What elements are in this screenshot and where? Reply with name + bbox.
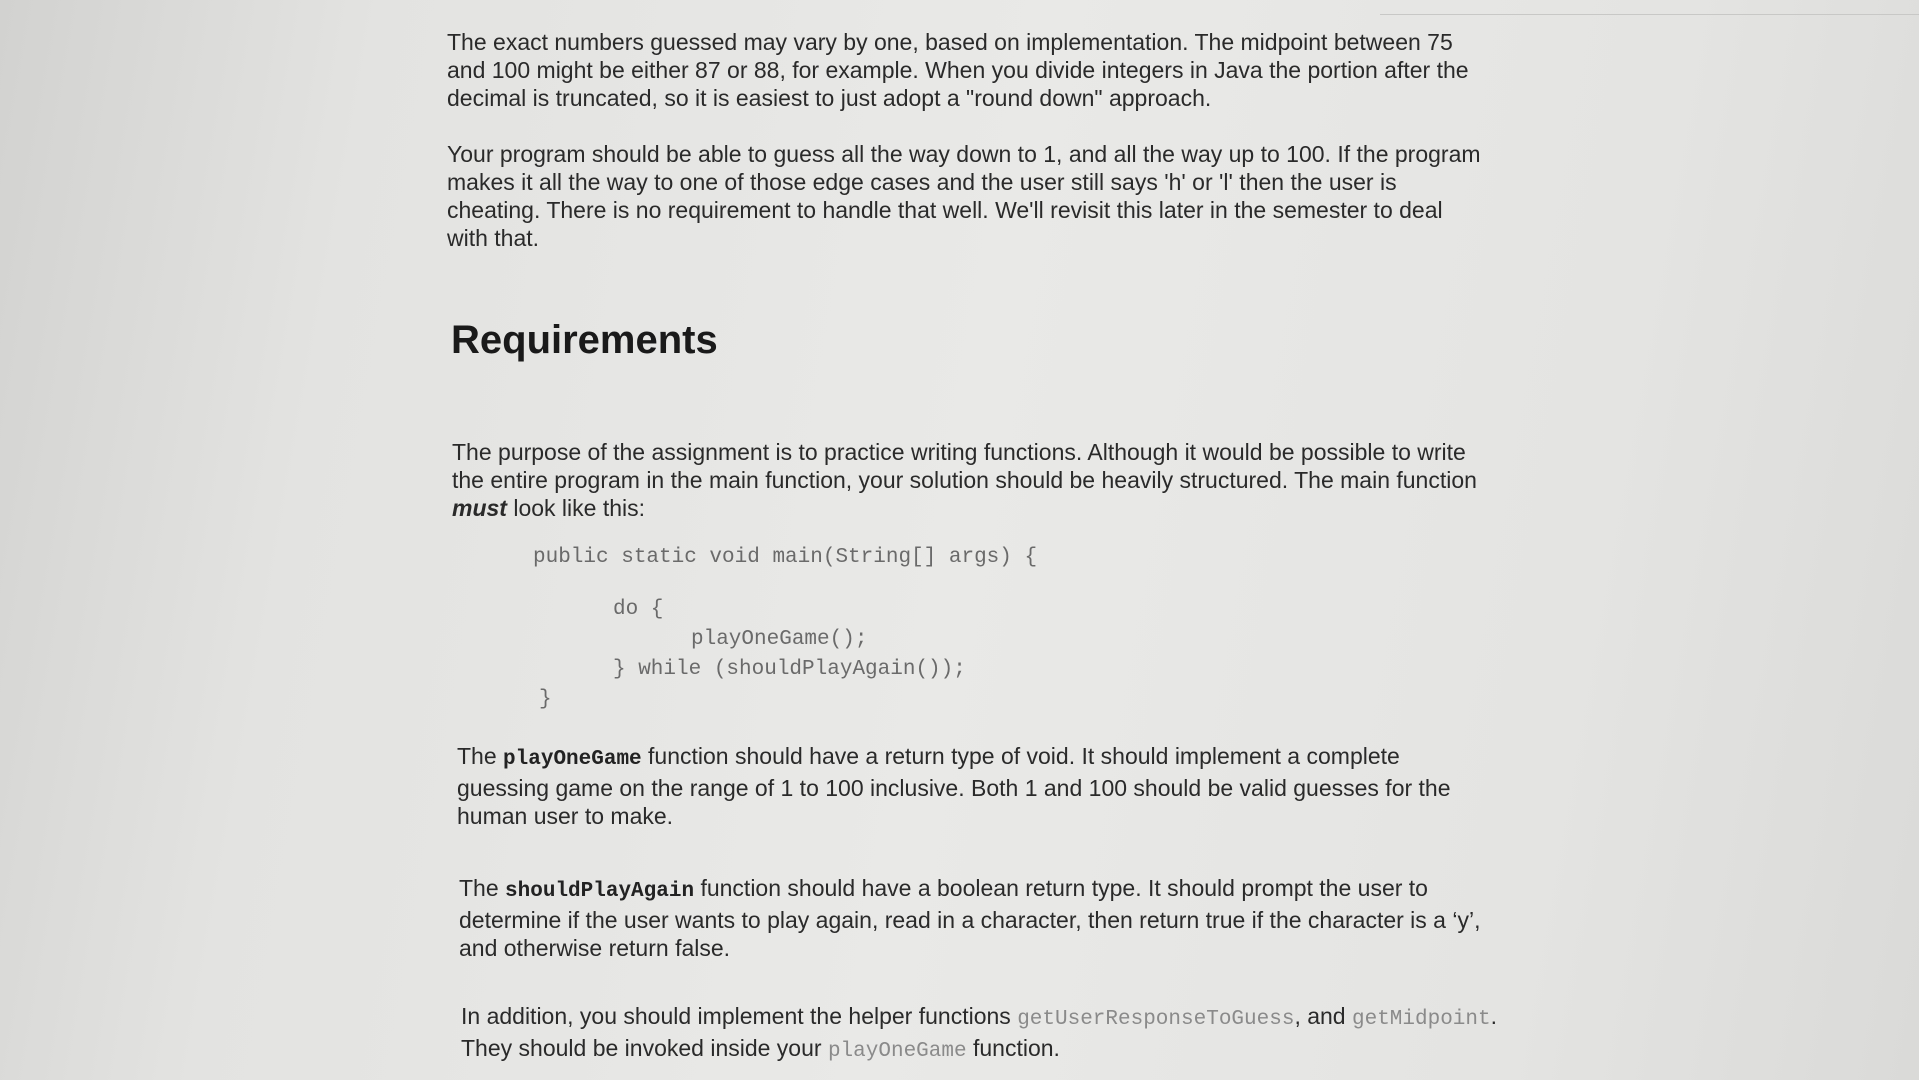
page-top-divider <box>1380 14 1919 15</box>
helpers-after: function. <box>966 1035 1060 1061</box>
should-play-again-before: The <box>459 875 506 901</box>
main-function-code-block <box>533 543 1038 711</box>
should-play-again-after: function should have a boolean return type. It should prompt the user to determine if the user wants to play again, read in a character, then return true if the character is a ‘y’, and otherwise return false. <box>459 875 1481 961</box>
paragraph-should-play-again <box>459 874 1499 962</box>
helper-function-get-midpoint: getMidpoint <box>1351 1008 1491 1031</box>
intro-emphasis-must: must <box>452 495 507 521</box>
play-one-game-before: The <box>457 743 504 769</box>
code-line-play-one-game-call: playOneGame(); <box>691 628 868 651</box>
paragraph-edge-cases: Your program should be able to guess all the way down to 1, and all the way up to 100. If the program makes it all the way to one of those edge cases and the user still says 'h' or 'l' then the user is cheating. There is no requirement to handle that well. We'll revisit this later in the semester to deal with that. <box>447 141 1481 251</box>
code-line-closing-brace: } <box>539 688 552 711</box>
helper-function-play-one-game: playOneGame <box>827 1040 967 1063</box>
helpers-between: , and <box>1294 1003 1352 1029</box>
helpers-middle: . They should be invoked inside your <box>461 1003 1497 1061</box>
code-line-while: } while (shouldPlayAgain()); <box>613 658 966 681</box>
code-line-do: do { <box>613 598 664 621</box>
intro-text-before: The purpose of the assignment is to practice writing functions. Although it would be possible to write the entire program in the main function, your solution should be heavily structured. The main function <box>452 439 1477 493</box>
helpers-before: In addition, you should implement the helper functions <box>461 1003 1018 1029</box>
paragraph-midpoint-note: The exact numbers guessed may vary by one, based on implementation. The midpoint between 75 and 100 might be either 87 or 88, for example. When you divide integers in Java the portion after the decimal is truncated, so it is easiest to just adopt a "round down" approach. <box>447 29 1469 111</box>
play-one-game-after: function should have a return type of void. It should implement a complete guessing game on the range of 1 to 100 inclusive. Both 1 and 100 should be valid guesses for the human user to make. <box>457 743 1451 829</box>
paragraph-play-one-game <box>457 742 1497 830</box>
requirements-heading: Requirements <box>451 318 718 362</box>
paragraph-requirements-intro <box>452 438 1492 522</box>
intro-text-after: look like this: <box>506 495 646 521</box>
play-one-game-function-name: playOneGame <box>503 748 642 771</box>
should-play-again-function-name: shouldPlayAgain <box>505 880 695 903</box>
code-line-signature: public static void main(String[] args) { <box>533 546 1038 569</box>
paragraph-helper-functions <box>461 1002 1501 1066</box>
helper-function-get-user-response: getUserResponseToGuess <box>1017 1008 1295 1031</box>
